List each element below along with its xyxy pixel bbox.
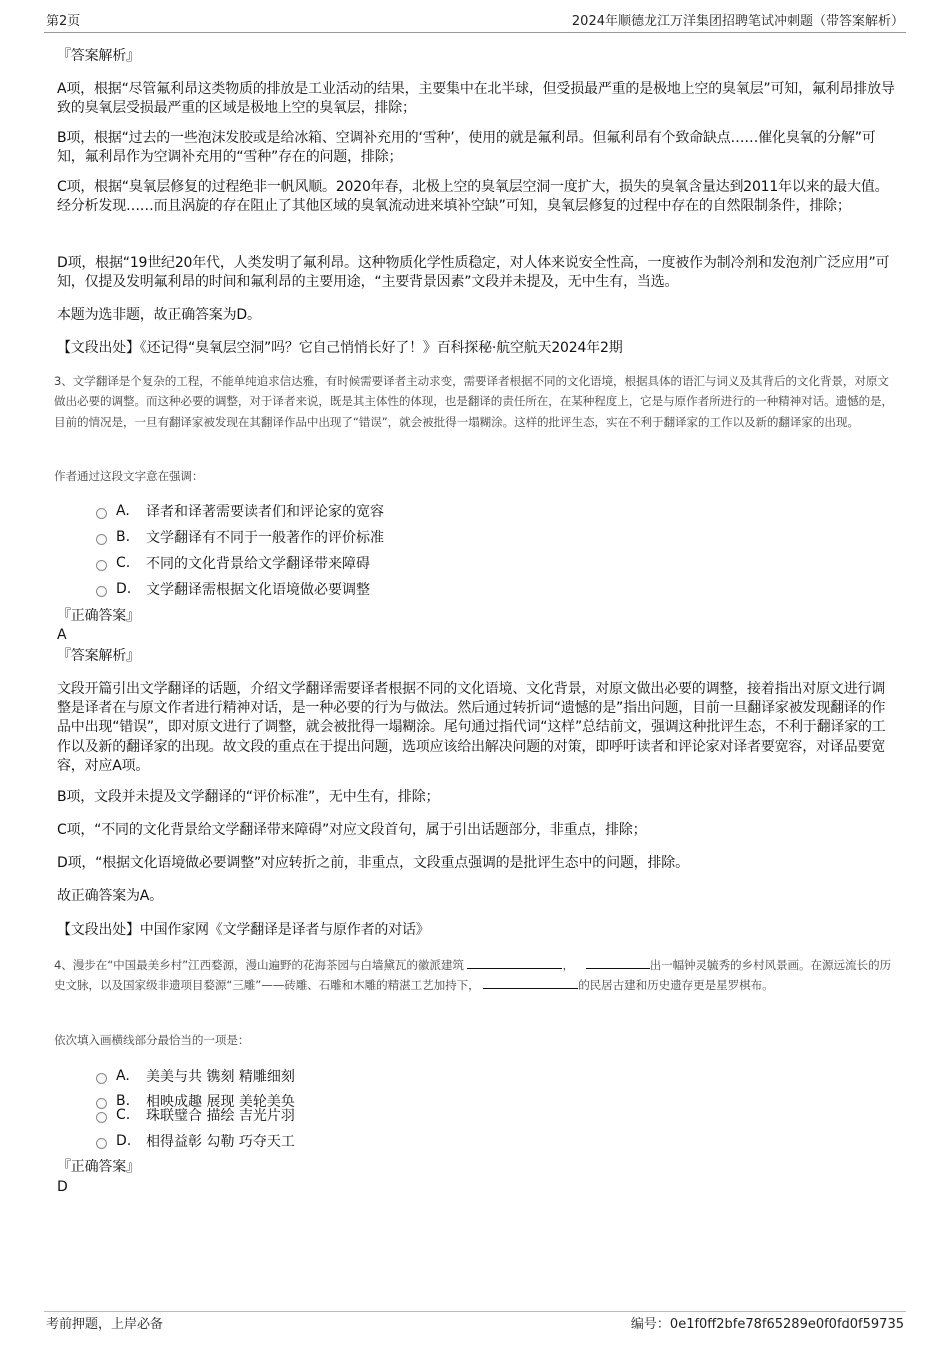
- page-number: 第2页: [46, 14, 81, 29]
- question-4-prompt: 依次填入画横线部分最恰当的一项是：: [54, 1033, 250, 1047]
- analysis-option-c: C项，“不同的文化背景给文学翻译带来障碍”对应文段首句，属于引出话题部分，非重点，排除；: [57, 822, 647, 838]
- analysis-conclusion: 故正确答案为A。: [57, 888, 163, 904]
- radio-button[interactable]: [96, 586, 107, 597]
- question-4-text: 4、漫步在“中国最美乡村”江西婺源，漫山遍野的花海茶园与白墙黛瓦的徽派建筑 ， 出一幅钟灵毓秀的乡村风景画。在源远流长的历史文脉，以及国家级非遗项目婺源“三雕”——砖雕、石雕和木雕的精湛工艺加持下， 的民居古建和历史遗存更是星罗棋布。: [54, 958, 891, 993]
- answer-heading: 『正确答案』: [57, 1159, 140, 1175]
- analysis-heading: 『答案解析』: [57, 648, 140, 664]
- analysis-option-b: B项，根据“过去的一些泡沫发胶或是给冰箱、空调补充用的‘雪种’，使用的就是氟利昂。但氟利昂有个致命缺点……催化臭氧的分解”可知，氟利昂作为空调补充用的“雪种”存在的问题，排除；: [57, 130, 876, 166]
- q3-option-a[interactable]: A. 译者和译著需要读者们和评论家的宽容: [96, 501, 384, 521]
- q4-option-c[interactable]: C. 珠联璧合 描绘 吉光片羽: [96, 1105, 295, 1125]
- analysis-main: 文段开篇引出文学翻译的话题，介绍文学翻译需要译者根据不同的文化语境、文化背景，对原文做出必要的调整，接着指出对原文进行调整是译者在与原文作者进行精神对话，是一种必要的行为与做法。然后通过转折词“遗憾的是”指出问题，目前一旦翻译家被发现翻译的作品中出现“错误”，即对原文进行了调整，就会被批得一塌糊涂。尾句通过指代词“这样”总结前文，强调这种批评生态，不利于翻译家的工作以及新的翻译家的出现。故文段的重点在于提出问题，选项应该给出解决问题的对策，即呼吁读者和评论家对译者要宽容，对译品要宽容，对应A项。: [57, 681, 886, 774]
- footer-slogan: 考前押题，上岸必备: [46, 1317, 164, 1332]
- analysis-option-c: C项，根据“臭氧层修复的过程绝非一帆风顺。2020年春，北极上空的臭氧层空洞一度扩大，损失的臭氧含量达到2011年以来的最大值。经分析发现……而且涡旋的存在阻止了其他区域的臭氧流动进来填补空缺”可知，臭氧层修复的过程中存在的自然限制条件，排除；: [57, 179, 889, 215]
- analysis-option-a: A项，根据“尽管氟利昂这类物质的排放是工业活动的结果，主要集中在北半球，但受损最严重的是极地上空的臭氧层”可知，氟利昂排放导致的臭氧层受损最严重的区域是极地上空的臭氧层，排除；: [57, 81, 895, 117]
- radio-button[interactable]: [96, 1138, 107, 1149]
- footer-divider: [44, 1311, 906, 1312]
- correct-answer: D: [57, 1179, 68, 1195]
- blank-1: [467, 956, 562, 969]
- document-id: 编号：0e1f0ff2bfe78f65289e0f0fd0f59735: [630, 1317, 904, 1332]
- q3-option-b[interactable]: B. 文学翻译有不同于一般著作的评价标准: [96, 527, 384, 547]
- header-divider: [44, 32, 906, 33]
- analysis-conclusion: 本题为选非题，故正确答案为D。: [57, 307, 261, 323]
- analysis-option-d: D项，“根据文化语境做必要调整”对应转折之前，非重点，文段重点强调的是批评生态中的问题，排除。: [57, 855, 689, 871]
- passage-source: 【文段出处】中国作家网《文学翻译是译者与原作者的对话》: [57, 922, 430, 938]
- correct-answer: A: [57, 627, 67, 643]
- radio-button[interactable]: [96, 534, 107, 545]
- analysis-option-b: B项，文段并未提及文学翻译的“评价标准”，无中生有，排除；: [57, 789, 440, 805]
- analysis-option-d: D项，根据“19世纪20年代，人类发明了氟利昂。这种物质化学性质稳定，对人体来说安全性高，一度被作为制冷剂和发泡剂广泛应用”可知，仅提及发明氟利昂的时间和氟利昂的主要用途，“主要背景因素”文段并未提及，无中生有，当选。: [57, 255, 890, 291]
- q3-option-c[interactable]: C. 不同的文化背景给文学翻译带来障碍: [96, 553, 370, 573]
- q4-option-d[interactable]: D. 相得益彰 勾勒 巧夺天工: [96, 1131, 295, 1151]
- passage-source: 【文段出处】《还记得“臭氧层空洞”吗？它自己悄悄长好了！》百科探秘·航空航天2024年2期: [57, 340, 623, 356]
- question-3-prompt: 作者通过这段文字意在强调：: [54, 469, 204, 483]
- radio-button[interactable]: [96, 560, 107, 571]
- radio-button[interactable]: [96, 1073, 107, 1084]
- q3-option-d[interactable]: D. 文学翻译需根据文化语境做必要调整: [96, 579, 370, 599]
- document-title: 2024年顺德龙江万洋集团招聘笔试冲刺题（带答案解析）: [571, 14, 904, 29]
- question-3-text: 3、文学翻译是个复杂的工程，不能单纯追求信达雅，有时候需要译者主动求变，需要译者根据不同的文化语境，根据具体的语汇与词义及其背后的文化背景，对原文做出必要的调整。而这种必要的调整，对于译者来说，既是其主体性的体现，也是翻译的责任所在，在某种程度上，它是与原作者所进行的一种精神对话。遗憾的是，目前的情况是，一旦有翻译家被发现在其翻译作品中出现了“错误”，就会被批得一塌糊涂。这样的批评生态，实在不利于翻译家的工作以及新的翻译家的出现。: [54, 374, 894, 429]
- q4-option-b[interactable]: B. 相映成趣 展现 美轮美奂: [96, 1091, 295, 1111]
- radio-button[interactable]: [96, 1112, 107, 1123]
- q4-option-a[interactable]: A. 美美与共 镌刻 精雕细刻: [96, 1066, 295, 1086]
- radio-button[interactable]: [96, 508, 107, 519]
- blank-2: [586, 956, 650, 969]
- blank-3: [483, 976, 578, 989]
- answer-heading: 『正确答案』: [57, 608, 140, 624]
- analysis-heading: 『答案解析』: [57, 48, 140, 64]
